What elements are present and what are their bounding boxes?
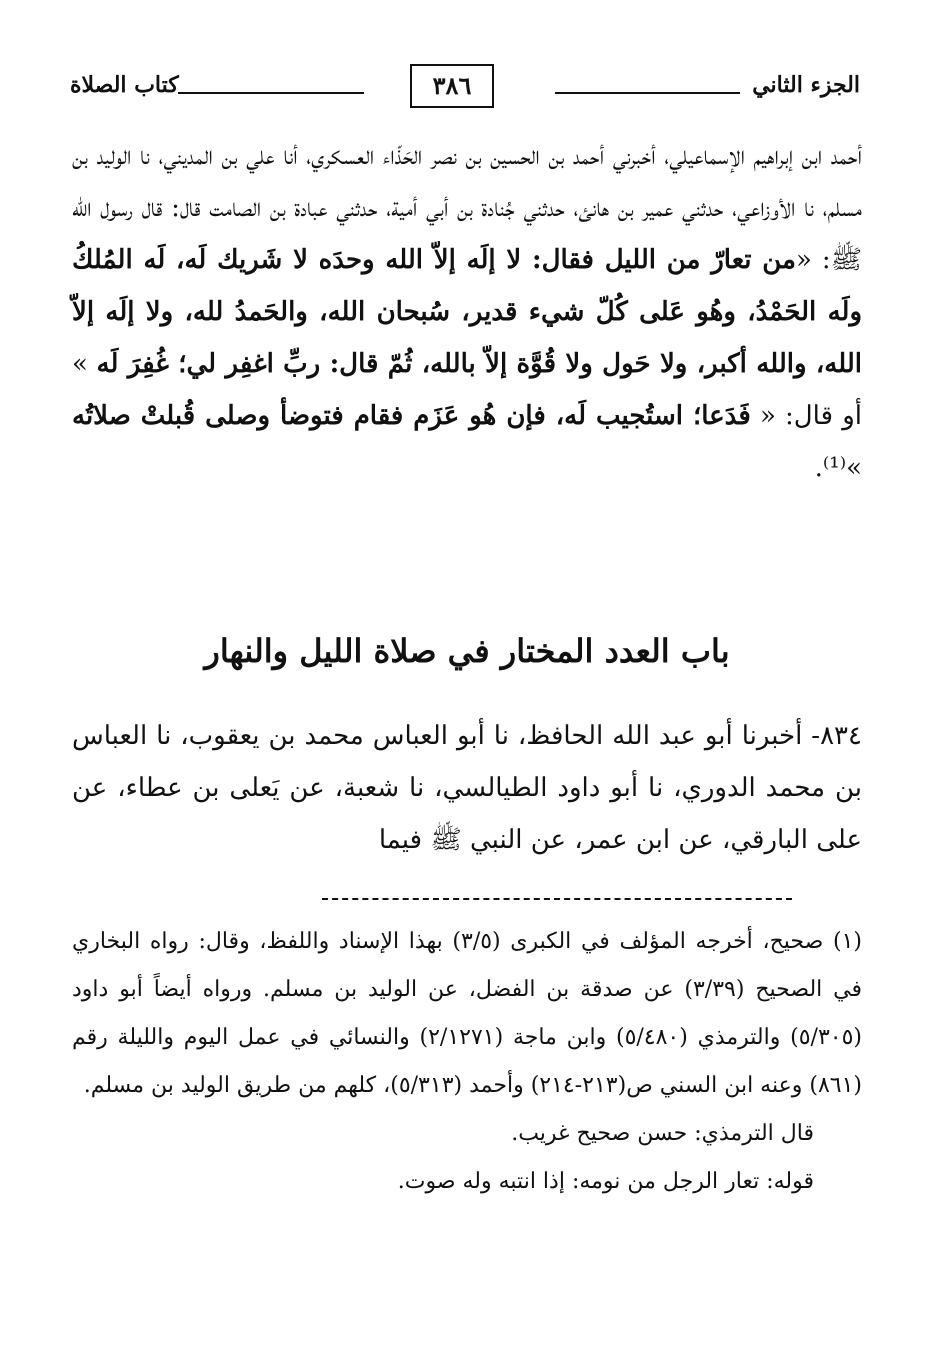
footnote-1-note-a: قال الترمذي: حسن صحيح غريب. <box>511 1121 814 1146</box>
page-header <box>70 64 860 108</box>
footnote-divider <box>322 898 792 900</box>
paragraph-1 <box>72 130 862 494</box>
header-rule-left <box>178 92 364 94</box>
volume-title: الجزء الثاني <box>752 72 860 98</box>
footnotes <box>72 918 862 1206</box>
hadith-text <box>72 710 862 866</box>
paragraph-text-mid: » أو قال: « <box>72 349 863 431</box>
header-rule-right <box>555 92 740 94</box>
footnote-1: (١) صحيح، أخرجه المؤلف في الكبرى (٣/٥) بهذا الإسناد واللفظ، وقال: رواه البخاري في الصحيح (٣/٣٩) عن صدقة بن الفضل، عن الوليد بن مسلم. ورواه أيضاً أبو داود (٥/٣٠٥) والترمذي (٥/٤٨٠) وابن ماجة (٢/١٢٧١) والنسائي في عمل اليوم والليلة رقم (٨٦١) وعنه ابن السني ص(٢١٣-٢١٤) وأحمد (٥/٣١٣)، كلهم من طريق الوليد بن مسلم. <box>72 929 863 1098</box>
hadith-paragraph: ٨٣٤- أخبرنا أبو عبد الله الحافظ، نا أبو العباس محمد بن يعقوب، نا العباس بن محمد الدوري، نا أبو داود الطيالسي، نا شعبة، عن يَعلى بن عطاء، عن على البارقي، عن ابن عمر، عن النبي ﷺ فيما <box>72 721 862 855</box>
book-title: كتاب الصلاة <box>70 72 179 98</box>
footnote-1-note-b: قوله: تعار الرجل من نومه: إذا انتبه وله صوت. <box>397 1169 814 1194</box>
main-text <box>72 130 862 494</box>
paragraph-end: »⁽¹⁾. <box>814 453 862 483</box>
page-number: ٣٨٦ <box>410 64 494 108</box>
paragraph-text: أحمد ابن إبراهيم الإسماعيلي، أخبرني أحمد بن الحسين بن نصر الحَذّاء العسكري، أنا علي بن المديني، نا الوليد بن مسلم، نا الأوزاعي، حدثني عمير بن هانئ، حدثني جُنادة بن أبي أمية، حدثني عبادة بن الصامت قال: قال رسول الله ﷺ: « <box>72 141 863 275</box>
hadith-quote-bold: من تعارّ من الليل فقال: لا إلَه إلاّ الله وحدَه لا شَريك لَه، لَه المُلكُ ولَه الحَمْدُ، وهُو عَلى كُلّ شيء قدير، سُبحان الله، والحَمدُ لله، ولا إلَه إلاّ الله، والله أكبر، ولا حَول ولا قُوَّة إلاّ بالله، ثُمّ قال: ربِّ اغفِر لي؛ غُفِرَ لَه <box>72 245 863 379</box>
section-heading: باب العدد المختار في صلاة الليل والنهار <box>204 632 730 670</box>
hadith-quote-bold-2: فَدَعا؛ استُجيب لَه، فإن هُو عَزَم فقام فتوضأ وصلى قُبلتْ صلاتُه <box>72 401 751 431</box>
